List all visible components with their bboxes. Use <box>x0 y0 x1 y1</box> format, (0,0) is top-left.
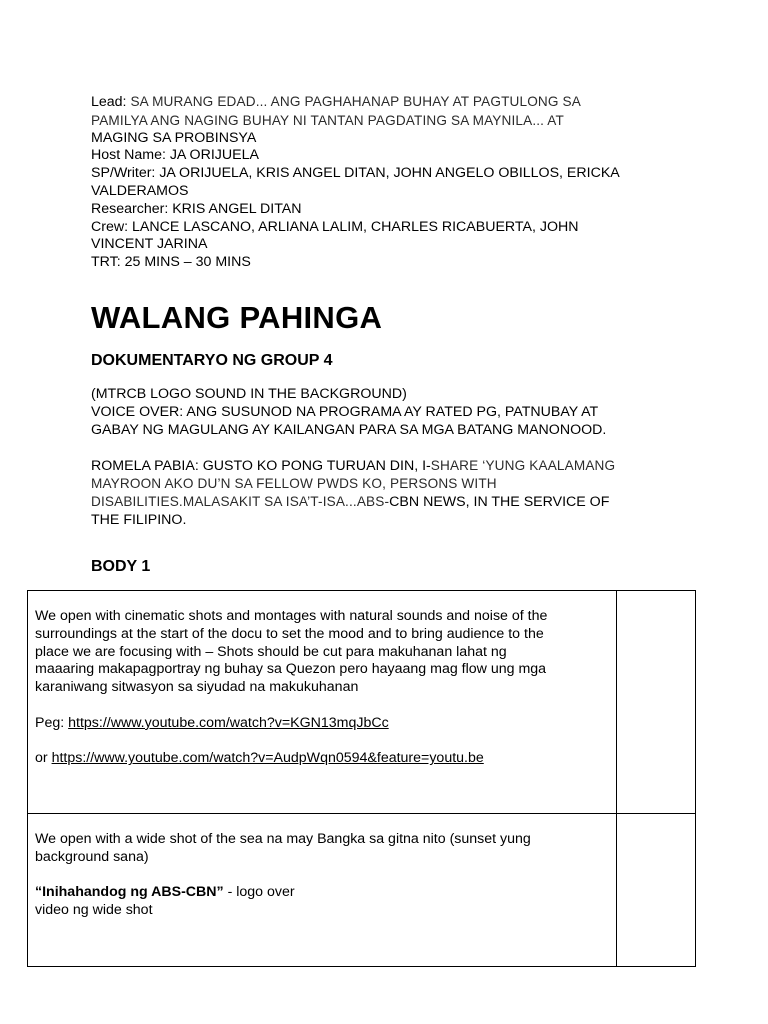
lead-text: SA MURANG EDAD... ANG PAGHAHANAP BUHAY AT PAGTULONG SA <box>130 94 581 109</box>
romela-line-3: DISABILITIES.MALASAKIT SA ISA’T-ISA...ABS-CBN NEWS, IN THE SERVICE OF <box>91 494 610 510</box>
host-name: Host Name: JA ORIJUELA <box>91 147 259 164</box>
lead-line-3: MAGING SA PROBINSYA <box>91 129 257 146</box>
peg-line: Peg: https://www.youtube.com/watch?v=KGN13mqJbCc <box>35 714 389 731</box>
crew-line-2: VINCENT JARINA <box>91 236 208 253</box>
table-row <box>28 814 696 967</box>
researcher: Researcher: KRIS ANGEL DITAN <box>91 200 302 217</box>
romela-line-2: MAYROON AKO DU’N SA FELLOW PWDS KO, PERSONS WITH <box>91 476 497 491</box>
lead-label: Lead: <box>91 94 127 110</box>
script-cell-audio <box>617 814 696 967</box>
lead-line-2: PAMILYA ANG NAGING BUHAY NI TANTAN PAGDATING SA MAYNILA... AT <box>91 112 564 128</box>
intro-section <box>91 385 681 529</box>
document-subtitle: DOKUMENTARYO NG GROUP 4 <box>91 352 333 369</box>
logo-over-line: “Inihahandog ng ABS-CBN” - logo over <box>35 884 295 901</box>
script-cell-video: We open with a wide shot of the sea na may Bangka sa gitna nito (sunset yung background sana) “Inihahandog ng ABS-CBN” - logo over video ng wide shot <box>28 814 617 967</box>
mtrcb-cue: (MTRCB LOGO SOUND IN THE BACKGROUND) <box>91 386 407 402</box>
writers-line-1: SP/Writer: JA ORIJUELA, KRIS ANGEL DITAN, JOHN ANGELO OBILLOS, ERICKA <box>91 165 620 182</box>
writers-line-2: VALDERAMOS <box>91 182 189 199</box>
lead-line-1 <box>91 93 671 112</box>
crew-line-1: Crew: LANCE LASCANO, ARLIANA LALIM, CHARLES RICABUERTA, JOHN <box>91 218 579 235</box>
document-title: WALANG PAHINGA <box>91 300 383 335</box>
script-cell-audio <box>617 591 696 814</box>
romela-line-4: THE FILIPINO. <box>91 512 187 528</box>
running-time: TRT: 25 MINS – 30 MINS <box>91 254 251 271</box>
voice-over-line-2: GABAY NG MAGULANG AY KAILANGAN PARA SA MGA BATANG MANONOOD. <box>91 422 607 438</box>
voice-over-line-1: VOICE OVER: ANG SUSUNOD NA PROGRAMA AY RATED PG, PATNUBAY AT <box>91 404 599 420</box>
alt-peg-link[interactable]: https://www.youtube.com/watch?v=AudpWqn0594&feature=youtu.be <box>51 750 484 767</box>
peg-link[interactable]: https://www.youtube.com/watch?v=KGN13mqJbCc <box>68 714 389 731</box>
script-header <box>91 93 671 272</box>
script-table <box>27 590 696 967</box>
body-heading: BODY 1 <box>91 558 151 575</box>
alt-peg-line: or https://www.youtube.com/watch?v=AudpWqn0594&feature=youtu.be <box>35 750 484 767</box>
table-row <box>28 591 696 814</box>
romela-line-1: ROMELA PABIA: GUSTO KO PONG TURUAN DIN, I-SHARE ‘YUNG KAALAMANG <box>91 458 616 474</box>
script-cell-video: We open with cinematic shots and montages with natural sounds and noise of the surroundings at the start of the docu to set the mood and to bring audience to the place we are focusing with – Shots should be cut para makuhanan lahat ng maaaring makapagportray ng buhay sa Quezon pero hayaang mag flow ung mga karaniwang sitwasyon sa siyudad na makukuhanan Peg: https://www.youtube.com/watch?v=KGN13mqJbCc or https://www.youtube.com/watch?v=AudpWqn0594&feature=youtu.be <box>28 591 617 814</box>
